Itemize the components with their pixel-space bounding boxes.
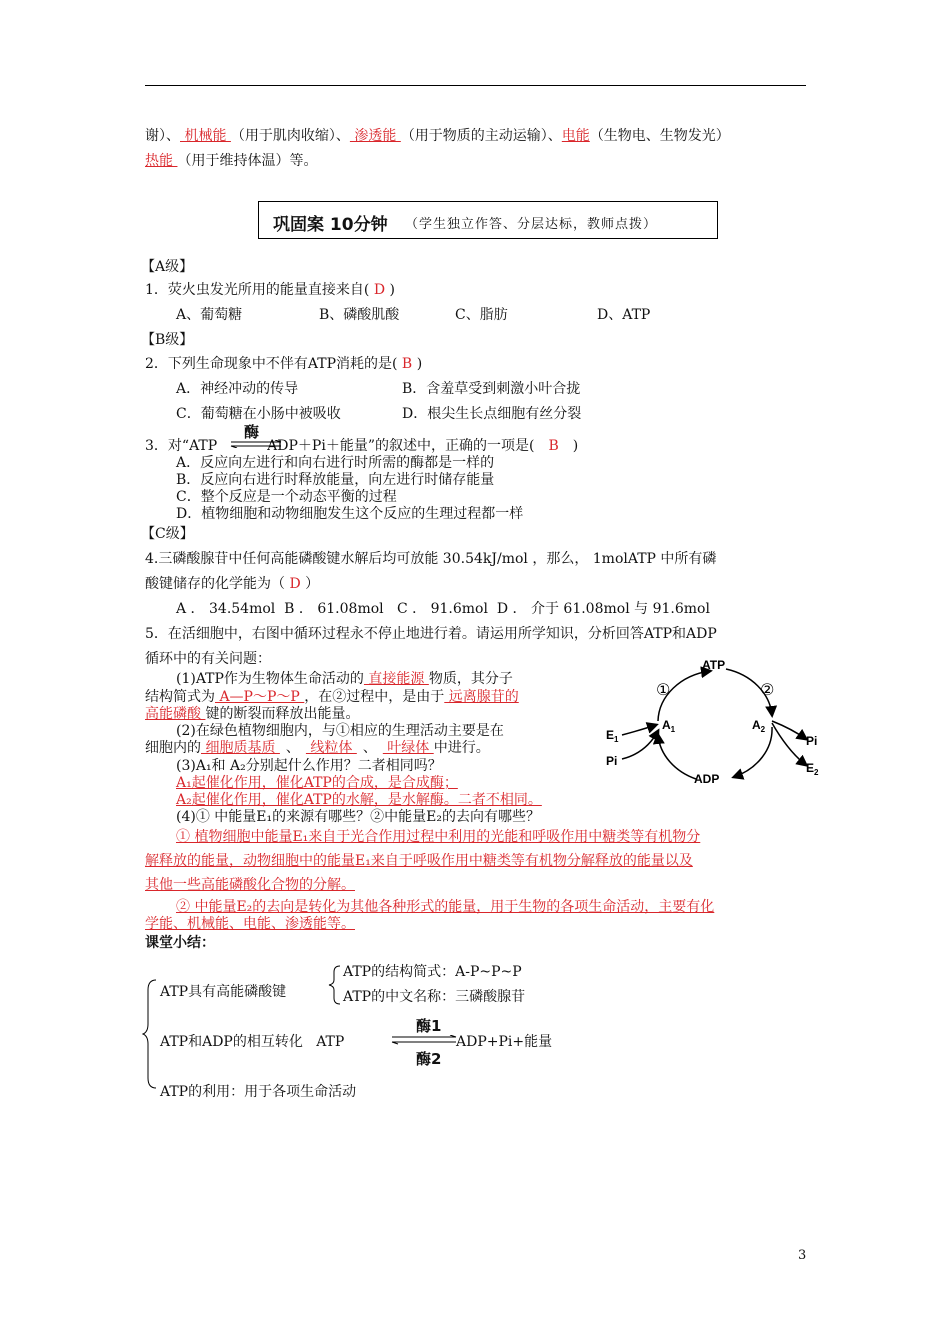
q4-answer: D [285, 576, 306, 592]
q2-option-c: C．葡萄糖在小肠中被吸收 [176, 406, 341, 422]
q5-part1-line2: 结构简式为 A—P～P～P ，在②过程中，是由于 远离腺苷的 [145, 689, 519, 705]
diagram-atp-label: ATP [702, 658, 726, 672]
cycle-arc-bottom-right [734, 727, 772, 777]
answer-heat: 热能 [145, 153, 178, 169]
level-c-heading: 【C级】 [141, 526, 194, 542]
pi-in-arrow [622, 731, 658, 759]
q3-option-c: C．整个反应是一个动态平衡的过程 [176, 489, 397, 505]
q5-part3-answer-2: A₂起催化作用，催化ATP的水解，是水解酶。二者不相同。 [176, 792, 542, 808]
answer-chloroplast: 叶绿体 [382, 740, 434, 756]
summary-branch-2: ATP和ADP的相互转化 ATP [160, 1034, 345, 1050]
q3-option-a: A．反应向左进行和向右进行时所需的酶都是一样的 [176, 455, 495, 471]
e1-arrow [622, 725, 656, 735]
diagram-e2-label: $E_2$ [806, 761, 819, 777]
q1-option-b: B、磷酸肌酸 [319, 307, 400, 323]
q1-option-a: A、葡萄糖 [176, 307, 243, 323]
q5-part4-answer-1-line3: 其他一些高能磷酸化合物的分解。 [145, 877, 355, 893]
diagram-step-1: ① [656, 680, 671, 699]
q3-reversible-arrow [229, 440, 283, 448]
q2-answer: B [397, 356, 417, 372]
diagram-pi-out-label: Pi [806, 734, 818, 748]
summary-brace-sub [328, 964, 342, 1006]
q5-intro-2: 循环中的有关问题： [145, 651, 271, 667]
answer-mitochondria: 线粒体 [305, 740, 357, 756]
summary-enzyme-1: 酶1 [416, 1017, 442, 1035]
level-b-heading: 【B级】 [141, 332, 194, 348]
summary-branch-3: ATP的利用：用于各项生命活动 [160, 1084, 357, 1100]
q4-line-2: 酸键储存的化学能为（ D ） [145, 576, 320, 592]
q5-part4-question: (4)① 中能量E₁的来源有哪些？②中能量E₂的去向有哪些？ [176, 809, 540, 825]
q1-stem: 1．荧火虫发光所用的能量直接来自( D ) [145, 282, 395, 298]
q2-option-d: D．根尖生长点细胞有丝分裂 [402, 406, 582, 422]
q2-stem: 2．下列生命现象中不伴有ATP消耗的是( B ) [145, 356, 423, 372]
diagram-e1-label: $E_1$ [606, 728, 619, 744]
q5-intro-1: 5．在活细胞中，右图中循环过程永不停止地进行着。请运用所学知识，分析回答ATP和ADP [145, 626, 717, 642]
q3-enzyme-label: 酶 [244, 423, 260, 441]
q1-option-d: D、ATP [597, 307, 651, 323]
summary-branch-1-sub-1: ATP的结构简式：A-P~P~P [343, 964, 522, 980]
q3-answer: B [548, 438, 559, 454]
header-rule [145, 85, 806, 86]
q4-line-1: 4.三磷酸腺苷中任何高能磷酸键水解后均可放能 30.54kJ/mol ，那么， 1molATP 中所有磷 [145, 551, 717, 567]
answer-cytoplasm: 细胞质基质 [201, 740, 280, 756]
q1-option-c: C、脂肪 [455, 307, 508, 323]
diagram-adp-label: ADP [694, 772, 720, 786]
q5-part4-answer-1-line1: ① 植物细胞中能量E₁来自于光合作用过程中利用的光能和呼吸作用中糖类等有机物分 [176, 829, 701, 845]
answer-electric: 电能 [561, 128, 590, 144]
q5-part1-line1: (1)ATP作为生物体生命活动的 直接能源 物质，其分子 [176, 671, 513, 687]
q5-part4-answer-2-line1: ② 中能量E₂的去向是转化为其他各种形式的能量，用于生物的各项生命活动，主要有化 [176, 899, 715, 915]
q2-option-b: B．含羞草受到刺激小叶合拢 [402, 381, 581, 397]
diagram-a1-label: $A_1$ [662, 718, 676, 734]
summary-enzyme-2: 酶2 [416, 1050, 442, 1068]
intro-line-1: 谢）、 机械能 （用于肌肉收缩）、 渗透能 （用于物质的主动运输）、电能（生物电、生物发光） [145, 128, 730, 144]
diagram-step-2: ② [760, 680, 775, 699]
diagram-pi-in-label: Pi [606, 754, 618, 768]
cycle-arc-bottom-left [658, 735, 696, 779]
intro-line-2: 热能 （用于维持体温）等。 [145, 153, 318, 169]
answer-atp-formula: A—P～P～P [215, 689, 305, 705]
pi-out-arrow [772, 721, 806, 739]
q5-part4-answer-1-line2: 解释放的能量，动物细胞中的能量E₁来自于呼吸作用中糖类等有机物分解释放的能量以及 [145, 853, 693, 869]
q4-options: A ． 34.54mol B ． 61.08mol C ． 91.6mol D ． 介于 61.08mol 与 91.6mol [176, 601, 710, 617]
section-note: （学生独立作答、分层达标，教师点拨） [405, 217, 658, 232]
answer-bond-part1: 远离腺苷的 [444, 689, 519, 705]
summary-reversible-arrow [390, 1035, 458, 1045]
q5-part2-line2: 细胞内的 细胞质基质 、 线粒体 、 叶绿体 中进行。 [145, 740, 490, 756]
summary-branch-1-sub-2: ATP的中文名称：三磷酸腺苷 [343, 989, 526, 1005]
q5-part4-answer-2-line2: 学能、机械能、电能、渗透能等。 [145, 916, 355, 932]
q3-stem: 3．对“ATP ADP＋Pi＋能量”的叙述中，正确的一项是( B ) [145, 438, 579, 454]
q5-part1-line3: 高能磷酸 键的断裂而释放出能量。 [145, 706, 360, 722]
page-number: 3 [798, 1248, 807, 1263]
diagram-a2-label: $A_2$ [752, 718, 766, 734]
answer-direct-energy: 直接能源 [363, 671, 429, 687]
q2-option-a: A．神经冲动的传导 [176, 381, 299, 397]
summary-heading: 课堂小结： [145, 935, 215, 951]
q3-option-d: D．植物细胞和动物细胞发生这个反应的生理过程都一样 [176, 506, 524, 522]
q5-part2-line1: (2)在绿色植物细胞内，与①相应的生理活动主要是在 [176, 723, 504, 739]
answer-mechanical: 机械能 [180, 128, 231, 144]
q5-part3-question: (3)A₁和 A₂分别起什么作用？二者相同吗？ [176, 758, 442, 774]
q3-option-b: B．反应向右进行时释放能量，向左进行时储存能量 [176, 472, 495, 488]
section-title: 巩固案 10分钟 [273, 215, 388, 235]
atp-adp-cycle-diagram [600, 655, 830, 795]
q1-answer: D [369, 282, 390, 298]
answer-bond-part2: 高能磷酸 [145, 706, 206, 722]
summary-branch-2-right: ADP+Pi+能量 [456, 1034, 553, 1050]
q5-part3-answer-1: A₁起催化作用，催化ATP的合成，是合成酶； [176, 775, 458, 791]
level-a-heading: 【A级】 [141, 259, 194, 275]
summary-branch-1: ATP具有高能磷酸键 [160, 984, 287, 1000]
section-box [258, 201, 718, 239]
answer-osmotic: 渗透能 [349, 128, 401, 144]
summary-brace-main [142, 978, 158, 1090]
